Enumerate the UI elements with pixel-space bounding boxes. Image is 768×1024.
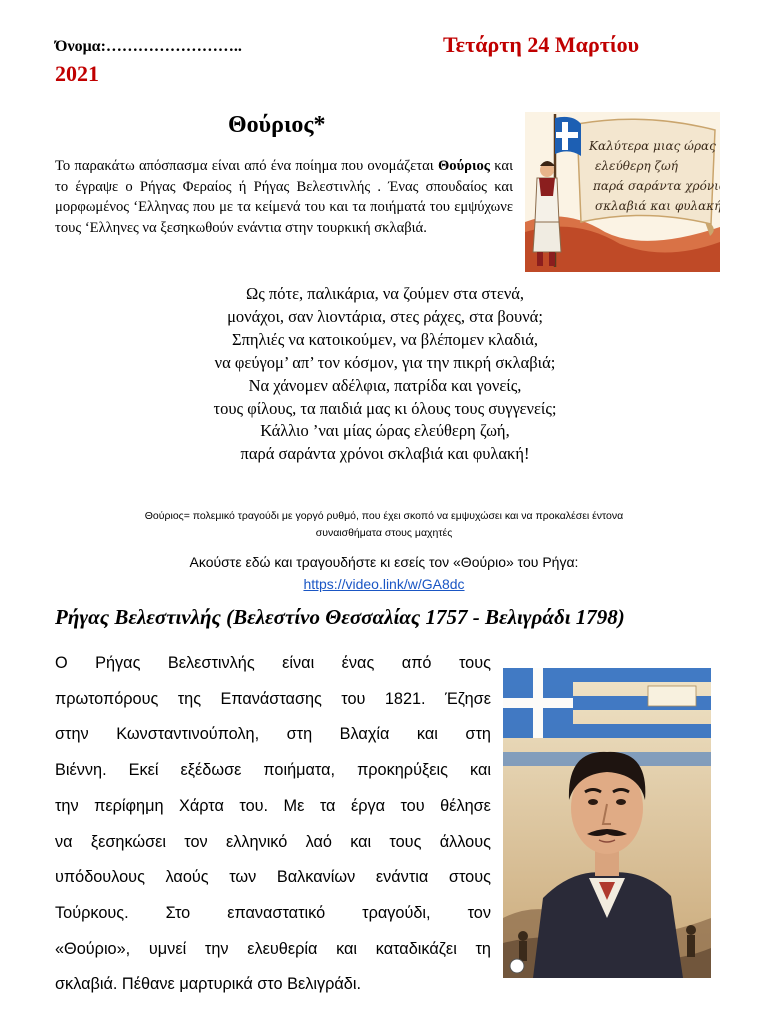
poem-line: να φεύγομ’ απ’ τον κόσμον, για την πικρή σκλαβιά;	[214, 352, 556, 372]
bio-line: την περίφημη Χάρτα του. Με τα έργα του θέλησε	[55, 796, 491, 815]
bio-line: πρωτοπόρους της Επανάστασης του 1821. Έζησε	[55, 689, 491, 708]
poem-line: Ως πότε, παλικάρια, να ζούμεν στα στενά,	[245, 284, 525, 303]
footnote-line: συναισθήματα στους μαχητές	[315, 527, 453, 539]
poem-line: Να χάνομεν αδέλφια, πατρίδα και γονείς,	[248, 375, 522, 395]
banner-line-3: παρά σαράντα χρόνια	[593, 179, 720, 193]
bio-heading: Ρήγας Βελεστινλής (Βελεστίνο Θεσσαλίας 1757 - Βελιγράδι 1798)	[55, 605, 625, 629]
banner-line-2: ελεύθερη ζωή	[595, 159, 678, 173]
intro-paragraph	[55, 156, 513, 238]
intro-text-1: Το παρακάτω απόσπασμα είναι από ένα ποίημα που ονομάζεται	[55, 158, 438, 174]
bio-line: υπόδουλους λαούς των Βαλκανίων ενάντια στους	[55, 868, 491, 887]
footnote	[55, 508, 713, 542]
banner-line-4: σκλαβιά και φυλακή...	[595, 199, 720, 213]
bio-line: «Θούριο», υμνεί την ελευθερία και καταδικάζει τη	[55, 939, 491, 958]
intro-text-2: και το έγραψε ο Ρήγας Φεραίος ή Ρήγας Βελεστινλής . Ένας σπουδαίος και μορφωμένος ‘Ελληνας που με τα κείμενά του και τα ποιήματά του εμψύχωνε τους ‘Ελληνες να ξεσηκωθούν ενάντια στην τουρκική σκλαβιά.	[55, 158, 513, 236]
video-link-container	[55, 576, 713, 592]
bio-line: σκλαβιά. Πέθανε μαρτυρικά στο Βελιγράδι.	[55, 975, 361, 994]
bio-paragraph	[55, 646, 491, 1003]
listen-instruction: Ακούστε εδώ και τραγουδήστε κι εσείς τον «Θούριο» του Ρήγα:	[189, 554, 579, 570]
bio-line: Βιέννη. Εκεί εξέδωσε ποιήματα, προκηρύξεις και	[55, 761, 491, 780]
poem-line: Σπηλιές να κατοικούμεν, να βλέπομεν κλαδιά,	[231, 329, 539, 349]
poem-line: τους φίλους, τα παιδιά μας κι όλους τους συγγενείς;	[213, 398, 557, 418]
intro-poem-name: Θούριος	[437, 158, 490, 174]
thourios-illustration	[525, 112, 720, 272]
bio-line: στην Κωνσταντινούπολη, στη Βλαχία και στη	[55, 725, 491, 744]
poem	[120, 283, 650, 466]
footnote-line: Θούριος= πολεμικό τραγούδι με γοργό ρυθμό, που έχει σκοπό να εμψυχώσει και να προκαλέσει έντονα	[144, 510, 624, 522]
poem-line: μονάχοι, σαν λιοντάρια, στες ράχες, στα βουνά;	[227, 306, 543, 326]
bio-line: Τούρκους. Στο επαναστατικό τραγούδι, τον	[55, 903, 491, 922]
bio-line: Ο Ρήγας Βελεστινλής είναι ένας από τους	[55, 654, 491, 672]
rigas-portrait	[503, 668, 711, 978]
name-field-label: Όνομα:……………………..	[55, 38, 242, 55]
date-heading: Τετάρτη 24 Μαρτίου	[443, 32, 640, 57]
video-link[interactable]: https://video.link/w/GA8dc	[303, 576, 465, 592]
banner-line-1: Καλύτερα μιας ώρας	[589, 139, 716, 153]
year-heading: 2021	[55, 61, 99, 86]
poem-line: παρά σαράντα χρόνοι σκλαβιά και φυλακή!	[240, 444, 530, 464]
page-title: Θούριος*	[228, 112, 326, 138]
bio-line: να ξεσηκώσει τον ελληνικό λαό και τους άλλους	[55, 832, 491, 851]
poem-line: Κάλλιο ’ναι μίας ώρας ελεύθερη ζωή,	[260, 421, 510, 441]
